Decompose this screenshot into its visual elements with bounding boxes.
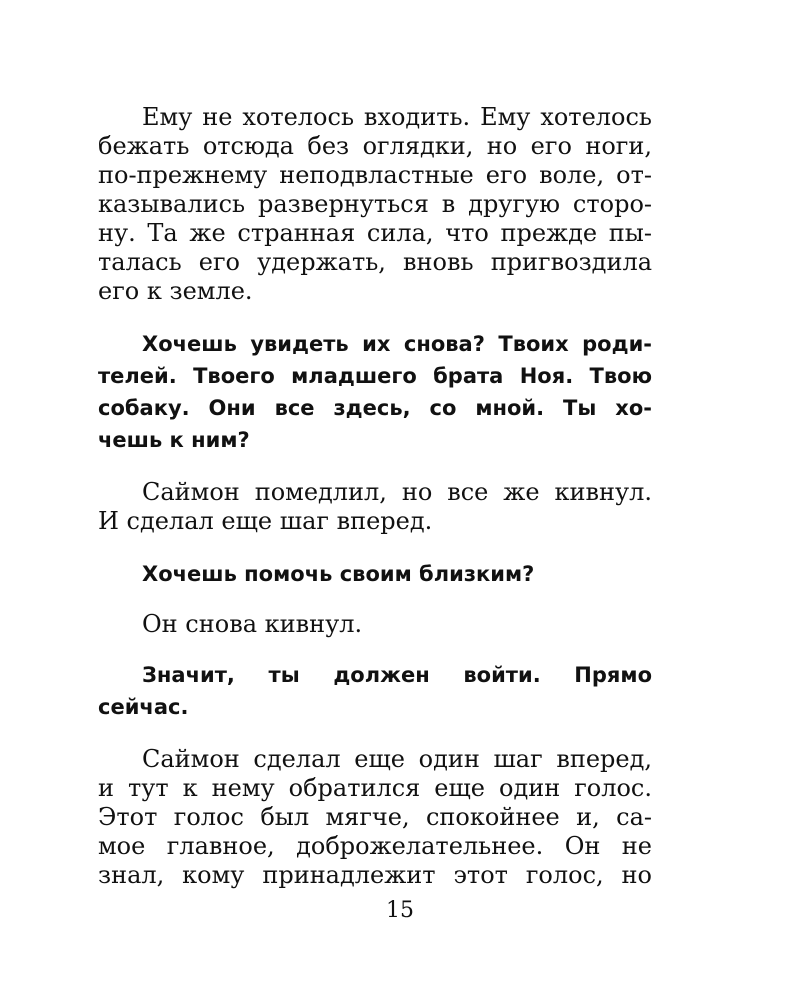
text-line: Значит, ты должен войти. Прямо <box>142 663 652 687</box>
text-line: Хочешь помочь своим близким? <box>142 562 535 586</box>
paragraph-narration-1 <box>98 103 652 306</box>
text-line: Он снова кивнул. <box>142 610 363 638</box>
text-line: сейчас. <box>98 695 189 719</box>
text-line: казывались развернуться в другую сторо- <box>98 190 652 218</box>
text-line: чешь к ним? <box>98 428 250 452</box>
text-line: Саймон помедлил, но все же кивнул. <box>142 478 652 506</box>
paragraph-voice-1 <box>98 328 652 456</box>
page-number: 15 <box>386 898 414 923</box>
text-line: бежать отсюда без оглядки, но его ноги, <box>98 132 652 160</box>
book-page-text <box>98 103 652 890</box>
text-line: Этот голос был мягче, спокойнее и, са- <box>98 803 652 831</box>
text-line: его к земле. <box>98 277 253 305</box>
paragraph-voice-2 <box>98 558 652 590</box>
text-line: по-прежнему неподвластные его воле, от- <box>98 161 652 189</box>
paragraph-narration-2 <box>98 478 652 536</box>
text-line: мое главное, доброжелательнее. Он не <box>98 832 652 860</box>
paragraph-narration-3 <box>98 610 652 639</box>
paragraph-voice-3 <box>98 659 652 723</box>
text-line: Саймон сделал еще один шаг вперед, <box>142 745 652 773</box>
text-line: и тут к нему обратился еще один голос. <box>98 774 652 802</box>
text-line: знал, кому принадлежит этот голос, но <box>98 861 652 889</box>
text-line: ну. Та же странная сила, что прежде пы- <box>98 219 652 247</box>
text-line: телей. Твоего младшего брата Ноя. Твою <box>98 364 652 388</box>
text-line: Ему не хотелось входить. Ему хотелось <box>142 103 652 131</box>
text-line: талась его удержать, вновь пригвоздила <box>98 248 652 276</box>
text-line: собаку. Они все здесь, со мной. Ты хо- <box>98 396 652 420</box>
paragraph-narration-4 <box>98 745 652 890</box>
text-line: И сделал еще шаг вперед. <box>98 507 433 535</box>
text-line: Хочешь увидеть их снова? Твоих роди- <box>142 332 652 356</box>
